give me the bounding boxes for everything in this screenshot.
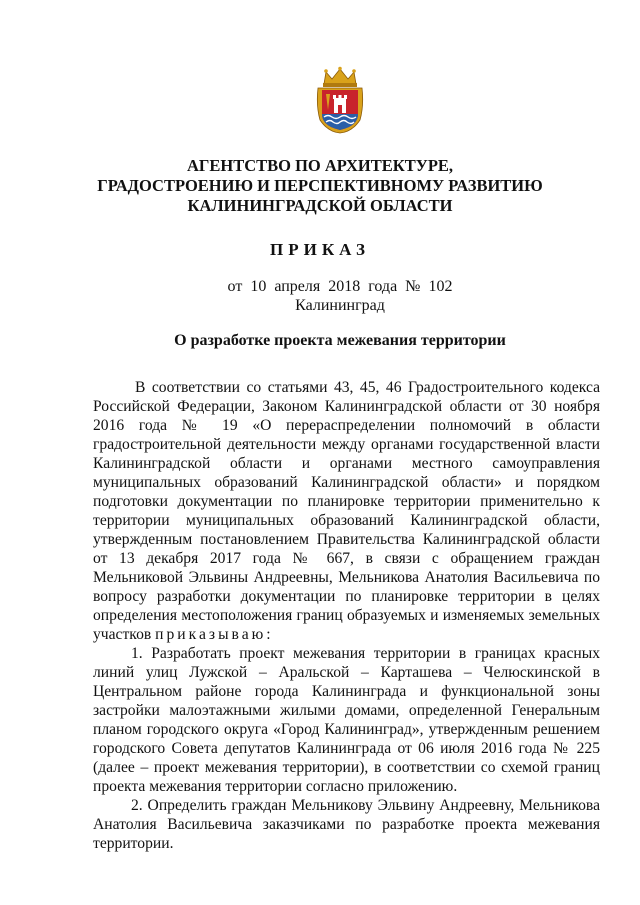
order-title: ПРИКАЗ	[270, 240, 370, 259]
order-date-number: от 10 апреля 2018 года № 102	[227, 278, 453, 295]
agency-name-line: ГРАДОСТРОЕНИЮ И ПЕРСПЕКТИВНОМУ РАЗВИТИЮ	[97, 176, 543, 195]
order-item: 2. Определить граждан Мельникову Эльвину Андреевну, Мельникова Анатолия Васильевича заказчиками по разработке проекта межевания территории.	[93, 797, 600, 852]
order-city: Калининград	[295, 297, 385, 314]
order-body	[93, 378, 600, 853]
order-word: приказываю:	[155, 626, 274, 643]
agency-name-line: КАЛИНИНГРАДСКОЙ ОБЛАСТИ	[187, 196, 453, 215]
order-item: 1. Разработать проект межевания территории в границах красных линий улиц Лужской – Аральской – Карташева – Челюскинской в Центральном районе города Калининграда и функциональной зоны застройки малоэтажными жилыми домами, определенной Генеральным планом городского округа «Город Калининград», утвержденным решением городского Совета депутатов Калининграда от 06 июля 2016 года № 225 (далее – проект межевания территории), в соответствии со схемой границ проекта межевания территории согласно приложению.	[93, 645, 600, 795]
preamble-paragraph	[93, 378, 600, 644]
order-subject: О разработке проекта межевания территории	[174, 332, 506, 349]
coat-of-arms-icon	[314, 66, 366, 134]
agency-name	[90, 156, 550, 216]
preamble-text: В соответствии со статьями 43, 45, 46 Градостроительного кодекса Российской Федерации, Законом Калининградской области от 30 ноября 2016 года № 19 «О перераспределении полномочий в области градостроительной деятельности между органами государственной власти Калининградской области и органами местного самоуправления муниципальных образований Калининградской области» и порядком подготовки документации по планировке территории применительно к территории муниципальных образований Калининградской области, утвержденным постановлением Правительства Калининградской области от 13 декабря 2017 года № 667, в связи с обращением граждан Мельниковой Эльвины Андреевны, Мельникова Анатолия Васильевича по вопросу разработки документации по планировке территории в целях определения местоположения границ образуемых и изменяемых земельных участков	[93, 379, 600, 643]
agency-name-line: АГЕНТСТВО ПО АРХИТЕКТУРЕ,	[186, 156, 454, 175]
